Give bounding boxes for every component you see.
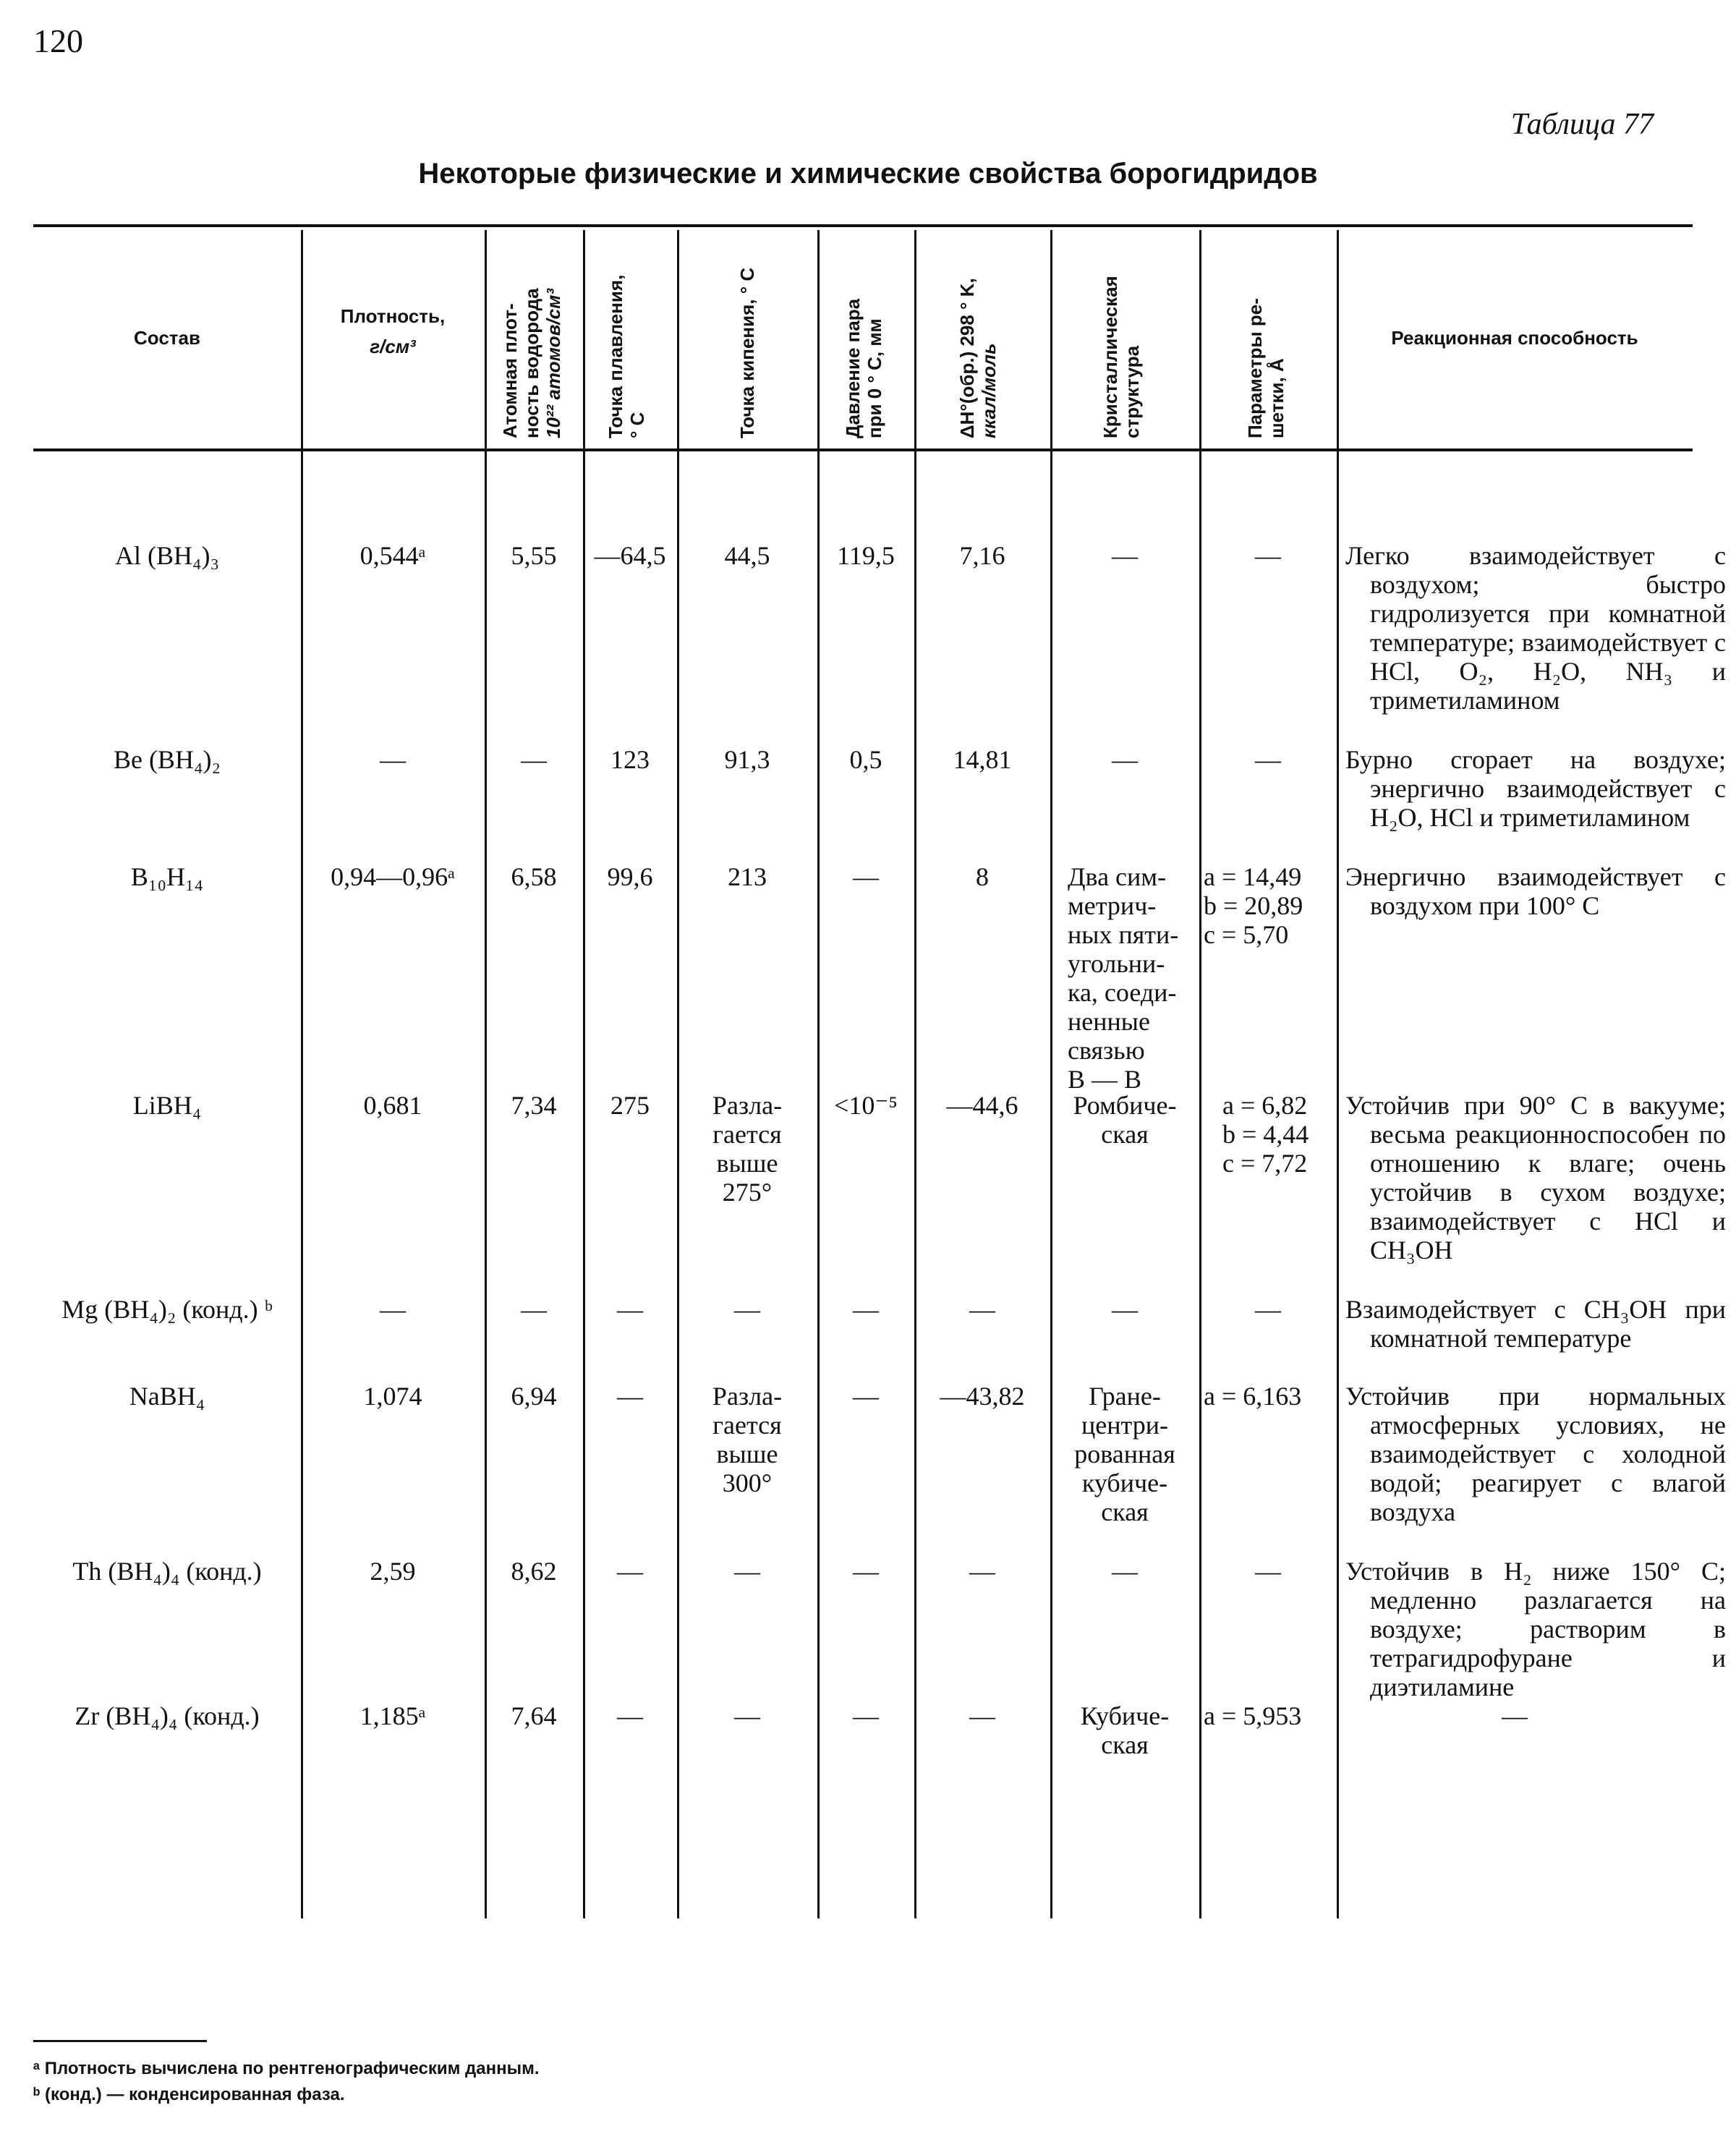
table-title: Некоторые физические и химические свойства борогидридов bbox=[418, 158, 1318, 190]
cell-lattice-parameters: — bbox=[1255, 1557, 1281, 1586]
cell-vapor-pressure: — bbox=[853, 862, 879, 891]
cell-enthalpy: —44,6 bbox=[946, 1091, 1018, 1120]
column-rule bbox=[914, 230, 916, 1918]
column-rule bbox=[677, 230, 679, 1918]
cell-melting-point: — bbox=[617, 1295, 643, 1324]
column-rule bbox=[1337, 230, 1339, 1918]
header-boiling-point: Точка кипения, ° С bbox=[736, 267, 758, 438]
cell-lattice-parameters: — bbox=[1255, 541, 1281, 570]
header-bottom-rule bbox=[33, 449, 1693, 451]
cell-boiling-point: 213 bbox=[728, 862, 767, 891]
cell-composition: Be (BH₄)₂ bbox=[113, 745, 221, 774]
cell-composition: NaBH₄ bbox=[129, 1382, 205, 1411]
header-crystal-structure: Кристаллическая структура bbox=[1099, 276, 1143, 438]
cell-lattice-parameters: — bbox=[1255, 745, 1281, 774]
cell-density: — bbox=[380, 1295, 406, 1324]
header-enthalpy: ΔH°(обр.) 298 ° K, ккал/моль bbox=[956, 278, 1000, 438]
header-lattice-parameters: Параметры ре- шетки, Å bbox=[1244, 298, 1288, 438]
cell-boiling-point: 91,3 bbox=[724, 745, 770, 774]
cell-melting-point: 275 bbox=[610, 1091, 650, 1120]
cell-composition: LiBH₄ bbox=[132, 1091, 202, 1120]
cell-boiling-point: Разла- гается выше 275° bbox=[712, 1091, 783, 1207]
cell-crystal-structure: — bbox=[1112, 1557, 1138, 1586]
cell-hydrogen-density: — bbox=[521, 745, 547, 774]
cell-density: 1,074 bbox=[363, 1382, 422, 1411]
cell-reactivity: — bbox=[1502, 1701, 1528, 1730]
cell-crystal-structure: Гране- центри- рованная кубиче- ская bbox=[1074, 1382, 1175, 1526]
cell-enthalpy: —43,82 bbox=[940, 1382, 1025, 1411]
column-rule bbox=[1199, 230, 1201, 1918]
cell-hydrogen-density: 6,94 bbox=[511, 1382, 557, 1411]
cell-density: 0,94—0,96ᵃ bbox=[331, 862, 455, 891]
page-number: 120 bbox=[33, 22, 83, 59]
cell-density: 2,59 bbox=[370, 1557, 416, 1586]
cell-boiling-point: — bbox=[734, 1701, 760, 1730]
footnote-b: ᵇ (конд.) — конденсированная фаза. bbox=[33, 2085, 345, 2104]
cell-composition: Al (BH₄)₃ bbox=[114, 541, 220, 570]
cell-composition: Th (BH₄)₄ (конд.) bbox=[72, 1557, 262, 1586]
cell-melting-point: — bbox=[617, 1701, 643, 1730]
cell-enthalpy: 7,16 bbox=[959, 541, 1005, 570]
cell-melting-point: — bbox=[617, 1382, 643, 1411]
cell-composition: B₁₀H₁₄ bbox=[130, 862, 204, 891]
cell-vapor-pressure: 119,5 bbox=[837, 541, 895, 570]
column-rule bbox=[1050, 230, 1052, 1918]
header-density: Плотность, г/см³ bbox=[340, 305, 446, 357]
cell-hydrogen-density: 6,58 bbox=[511, 862, 557, 891]
header-vapor-pressure: Давление пара при 0 ° С, мм bbox=[842, 298, 885, 438]
header-melting-point: Точка плавления, ° С bbox=[605, 274, 648, 438]
cell-crystal-structure: Кубиче- ская bbox=[1080, 1701, 1170, 1759]
cell-vapor-pressure: — bbox=[853, 1557, 879, 1586]
cell-hydrogen-density: 8,62 bbox=[511, 1557, 557, 1586]
cell-lattice-parameters: — bbox=[1255, 1295, 1281, 1324]
cell-enthalpy: — bbox=[969, 1295, 995, 1324]
cell-reactivity: Энергично взаимодействует с воздухом при 100° С bbox=[1345, 862, 1726, 920]
cell-hydrogen-density: 5,55 bbox=[511, 541, 557, 570]
column-rule bbox=[301, 230, 303, 1918]
cell-enthalpy: — bbox=[969, 1701, 995, 1730]
cell-hydrogen-density: 7,64 bbox=[511, 1701, 557, 1730]
cell-density: 0,681 bbox=[363, 1091, 422, 1120]
cell-crystal-structure: — bbox=[1112, 745, 1138, 774]
cell-boiling-point: Разла- гается выше 300° bbox=[712, 1382, 783, 1497]
column-rule bbox=[817, 230, 820, 1918]
header-reactivity: Реакционная способность bbox=[1391, 327, 1638, 349]
column-rule bbox=[583, 230, 585, 1918]
cell-hydrogen-density: — bbox=[521, 1295, 547, 1324]
cell-lattice-parameters: a = 14,49 b = 20,89 c = 5,70 bbox=[1204, 862, 1303, 949]
cell-crystal-structure: — bbox=[1112, 541, 1138, 570]
cell-melting-point: —64,5 bbox=[594, 541, 666, 570]
cell-vapor-pressure: 0,5 bbox=[849, 745, 882, 774]
footnote-rule bbox=[33, 2040, 207, 2042]
cell-composition: Mg (BH₄)₂ (конд.) ᵇ bbox=[61, 1295, 273, 1324]
header-composition: Состав bbox=[134, 327, 200, 349]
cell-crystal-structure: Ромбиче- ская bbox=[1073, 1091, 1177, 1149]
cell-hydrogen-density: 7,34 bbox=[511, 1091, 557, 1120]
cell-enthalpy: 8 bbox=[976, 862, 989, 891]
footnote-a: ᵃ Плотность вычислена по рентгенографическим данным. bbox=[33, 2059, 540, 2078]
cell-lattice-parameters: a = 5,953 bbox=[1204, 1701, 1302, 1730]
cell-enthalpy: — bbox=[969, 1557, 995, 1586]
column-rule bbox=[485, 230, 487, 1918]
cell-melting-point: 99,6 bbox=[607, 862, 653, 891]
cell-vapor-pressure: <10⁻⁵ bbox=[834, 1091, 898, 1120]
cell-enthalpy: 14,81 bbox=[953, 745, 1012, 774]
cell-composition: Zr (BH₄)₄ (конд.) bbox=[75, 1701, 260, 1730]
cell-crystal-structure: — bbox=[1112, 1295, 1138, 1324]
cell-lattice-parameters: a = 6,163 bbox=[1204, 1382, 1302, 1411]
table-label: Таблица 77 bbox=[1510, 108, 1654, 141]
cell-density: — bbox=[380, 745, 406, 774]
cell-vapor-pressure: — bbox=[853, 1701, 879, 1730]
cell-vapor-pressure: — bbox=[853, 1382, 879, 1411]
cell-melting-point: — bbox=[617, 1557, 643, 1586]
cell-crystal-structure: Два сим- метрич- ных пяти- угольни- ка, соеди- ненные связью B — B bbox=[1068, 862, 1179, 1094]
cell-melting-point: 123 bbox=[610, 745, 650, 774]
cell-reactivity: Взаимодействует с CH₃OH при комнатной температуре bbox=[1345, 1295, 1726, 1353]
header-hydrogen-density: Атомная плот- ность водорода 10²² атомов/см³ bbox=[499, 288, 564, 438]
cell-reactivity: Устойчив в H₂ ниже 150° С; медленно разлагается на воздухе; растворим в тетрагидрофуране и диэтиламине bbox=[1345, 1557, 1726, 1701]
cell-reactivity: Устойчив при нормальных атмосферных условиях, не взаимодействует с холодной водой; реагирует с влагой воздуха bbox=[1345, 1382, 1726, 1526]
cell-lattice-parameters: a = 6,82 b = 4,44 c = 7,72 bbox=[1222, 1091, 1309, 1178]
cell-reactivity: Бурно сгорает на воздухе; энергично взаимодействует с H₂O, HCl и триметиламином bbox=[1345, 745, 1726, 832]
cell-reactivity: Легко взаимодействует с воздухом; быстро гидролизуется при комнатной температуре; взаимодействует с HCl, O₂, H₂O, NH₃ и триметиламином bbox=[1345, 541, 1726, 715]
cell-boiling-point: — bbox=[734, 1295, 760, 1324]
table-top-rule bbox=[33, 224, 1693, 227]
cell-vapor-pressure: — bbox=[853, 1295, 879, 1324]
cell-density: 0,544ᵃ bbox=[359, 541, 426, 570]
cell-density: 1,185ᵃ bbox=[359, 1701, 426, 1730]
cell-boiling-point: 44,5 bbox=[724, 541, 770, 570]
cell-reactivity: Устойчив при 90° С в вакууме; весьма реакционноспособен по отношению к влаге; очень устойчив в сухом воздухе; взаимодействует с HCl и CH₃OH bbox=[1345, 1091, 1726, 1264]
cell-boiling-point: — bbox=[734, 1557, 760, 1586]
